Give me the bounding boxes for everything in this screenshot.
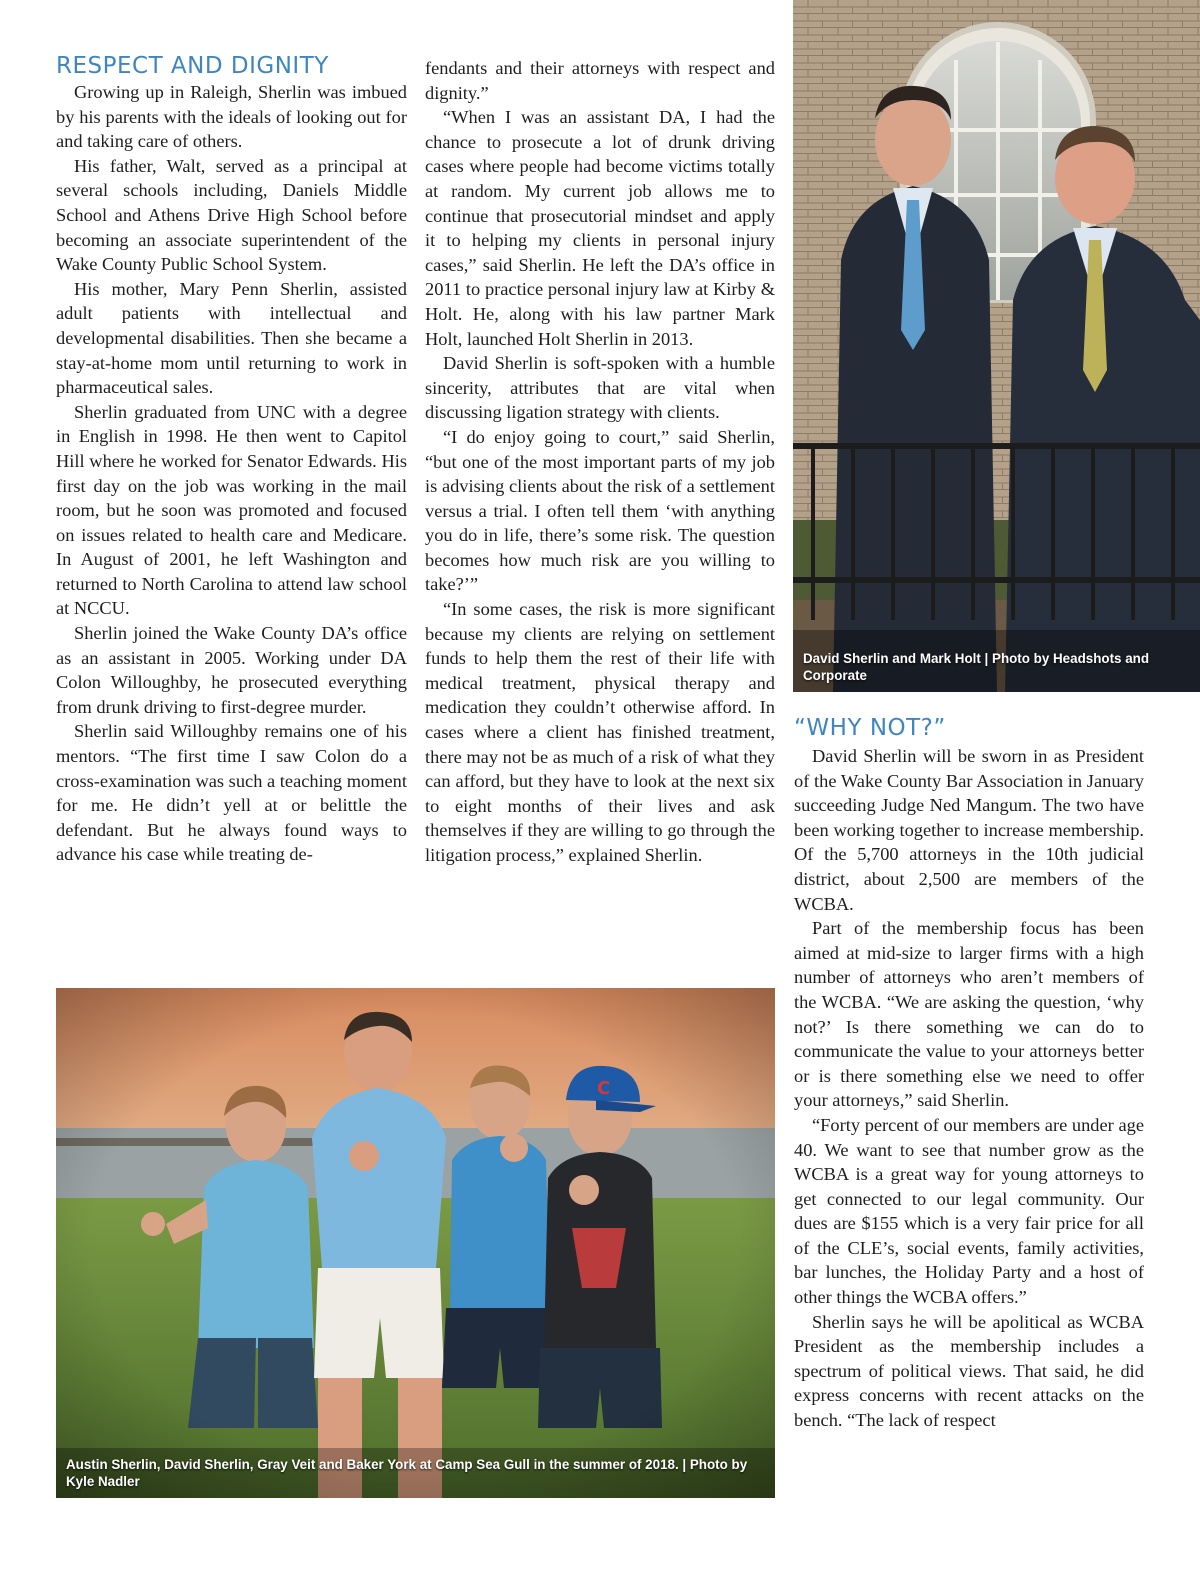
- paragraph: fendants and their attorneys with respect and dignity.”: [425, 58, 775, 103]
- paragraph: “I do enjoy going to court,” said Sherlin, “but one of the most important parts of my job is advising clients about the risk of a settlement versus a trial. I often tell them ‘with anything you do in life, there’s some risk. The question becomes how much risk are you willing to take?’”: [425, 426, 775, 595]
- section-heading-why-not: “WHY NOT?”: [794, 715, 946, 741]
- photo-illustration: [56, 988, 775, 1498]
- paragraph: His mother, Mary Penn Sherlin, assisted adult patients with intellectual and developmental disabilities. Then she became a stay-at-home mom until returning to work in pharmaceutical sales.: [56, 278, 407, 398]
- article-column-3: [794, 744, 1144, 1433]
- section-heading-respect-and-dignity: RESPECT AND DIGNITY: [56, 53, 329, 79]
- paragraph: “In some cases, the risk is more significant because my clients are relying on settlement funds to help them the rest of their life with medical treatment, physical therapy and medication they couldn’t otherwise afford. In cases where a client has finished treatment, there may not be as much of a risk of what they can afford, but they have to look at the next six to eight months of their lives and ask themselves if they are willing to go through the litigation process,” explained Sherlin.: [425, 599, 775, 865]
- photo-sherlin-and-holt: [793, 0, 1200, 692]
- paragraph: David Sherlin will be sworn in as President of the Wake County Bar Association in January succeeding Judge Ned Mangum. The two have been working together to increase membership. Of the 5,700 attorneys in the 10th judicial district, about 2,500 are members of the WCBA.: [794, 746, 1144, 914]
- paragraph: His father, Walt, served as a principal at several schools including, Daniels Middle School and Athens Drive High School before becoming an associate superintendent of the Wake County Public School System.: [56, 155, 407, 275]
- paragraph: Sherlin said Willoughby remains one of his mentors. “The first time I saw Colon do a cross-examination was such a teaching moment for me. He didn’t yell at or belittle the defendant. But he always found ways to advance his case while treating de-: [56, 721, 407, 865]
- photo-caption-bottom: Austin Sherlin, David Sherlin, Gray Veit and Baker York at Camp Sea Gull in the summer of 2018. | Photo by Kyle Nadler: [66, 1457, 748, 1489]
- photo-sherlin-family: [56, 988, 775, 1498]
- article-column-1: [56, 80, 407, 867]
- photo-illustration: [793, 0, 1200, 692]
- paragraph: “When I was an assistant DA, I had the chance to prosecute a lot of drunk driving cases where people had become victims totally at random. My current job allows me to continue that prosecutorial mindset and apply it to helping my clients in personal injury cases,” said Sherlin. He left the DA’s office in 2011 to practice personal injury law at Kirby & Holt. He, along with his law partner Mark Holt, launched Holt Sherlin in 2013.: [425, 107, 775, 349]
- paragraph: Growing up in Raleigh, Sherlin was imbued by his parents with the ideals of looking out for and taking care of others.: [56, 82, 407, 152]
- paragraph: David Sherlin is soft-spoken with a humble sincerity, attributes that are vital when discussing ligation strategy with clients.: [425, 353, 775, 423]
- photo-caption-top: David Sherlin and Mark Holt | Photo by Headshots and Corporate: [803, 651, 1149, 683]
- paragraph: Sherlin joined the Wake County DA’s office as an assistant in 2005. Working under DA Colon Willoughby, he prosecuted everything from drunk driving to first-degree murder.: [56, 623, 407, 717]
- paragraph: Sherlin graduated from UNC with a degree in English in 1998. He then went to Capitol Hill where he worked for Senator Edwards. His first day on the job was working in the mail room, but he soon was promoted and focused on issues related to health care and Medicare. In August of 2001, he left Washington and returned to North Carolina to attend law school at NCCU.: [56, 401, 407, 619]
- article-column-2: [425, 56, 775, 868]
- paragraph: “Forty percent of our members are under age 40. We want to see that number grow as the WCBA is a great way for young attorneys to get connected to our legal community. Our dues are $155 which is a very fair price for all of the CLE’s, social events, family activities, bar lunches, the Holiday Party and a host of other things the WCBA offers.”: [794, 1114, 1144, 1308]
- paragraph: Part of the membership focus has been aimed at mid-size to larger firms with a high number of attorneys who aren’t members of the WCBA. “We are asking the question, ‘why not?’ Is there something we can do to communicate the value to your attorneys better or is there something else we need to offer your attorneys,” said Sherlin.: [794, 918, 1144, 1111]
- paragraph: Sherlin says he will be apolitical as WCBA President as the membership includes a spectrum of political views. That said, he did express concerns with recent attacks on the bench. “The lack of respect: [794, 1311, 1144, 1431]
